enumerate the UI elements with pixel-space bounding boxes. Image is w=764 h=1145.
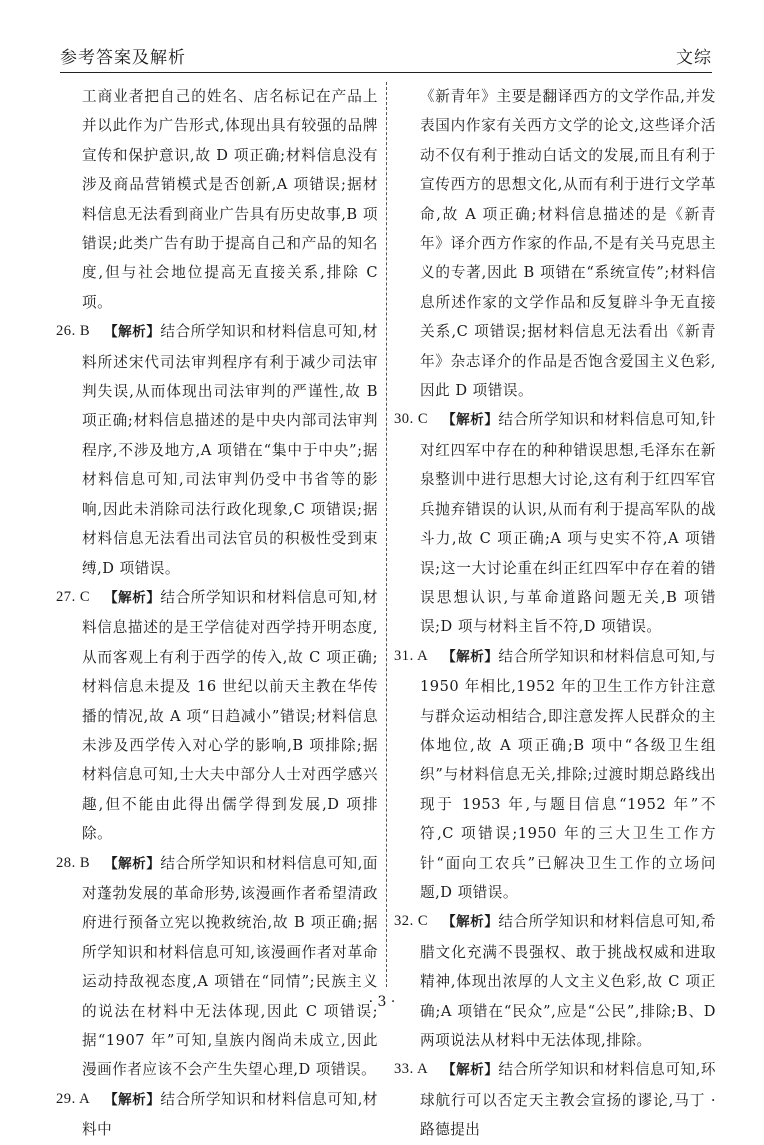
analysis-tag: 【解析】 — [442, 914, 499, 931]
answer-number: 33. A — [394, 1061, 429, 1078]
analysis-tag: 【解析】 — [442, 648, 499, 665]
analysis-tag: 【解析】 — [442, 412, 499, 429]
right-column — [394, 82, 717, 1145]
answer-33 — [394, 1055, 717, 1144]
answer-30 — [394, 405, 717, 641]
answer-number: 31. A — [394, 647, 429, 664]
answer-number: 29. A — [56, 1090, 91, 1107]
header-subject: 文综 — [676, 48, 712, 68]
column-divider — [386, 82, 387, 987]
page-number: · 3 · — [368, 994, 396, 1010]
answer-text: 结合所学知识和材料信息可知,材料中 — [82, 1090, 379, 1139]
answer-29 — [56, 1085, 379, 1145]
answer-27 — [56, 583, 379, 849]
analysis-tag: 【解析】 — [104, 589, 161, 606]
answer-text: 结合所学知识和材料信息可知,环球航行可以否定天主教会宣扬的谬论,马丁 · 路德提出 — [420, 1061, 717, 1139]
answer-text: 结合所学知识和材料信息可知,与 1950 年相比,1952 年的卫生工作方针注意与群众运动相结合,即注意发挥人民群众的主体地位,故 A 项正确;B 项中“各级卫生组织”与材料信息无关,排除;过渡时期总路线出现于 1953 年,与题目信息“1952 年”不符,C 项错误;1950 年的三大卫生工作方针“面向工农兵”已解决卫生工作的立场问题,D 项错误。 — [420, 647, 717, 901]
answer-text: 结合所学知识和材料信息可知,面对蓬勃发展的革命形势,该漫画作者希望清政府进行预备立宪以挽救统治,故 B 项正确;据所学知识和材料信息可知,该漫画作者对革命运动持敌视态度,A 项错在“同情”;民族主义的说法在材料中无法体现,因此 C 项错误;据“1907 年”可知,皇族内阁尚未成立,因此漫画作者应该不会产生失望心理,D 项错误。 — [82, 854, 379, 1079]
answer-28 — [56, 849, 379, 1085]
answer-26 — [56, 317, 379, 583]
answer-text: 结合所学知识和材料信息可知,希腊文化充满不畏强权、敢于挑战权威和进取精神,体现出浓厚的人文主义色彩,故 C 项正确;A 项错在“民众”,应是“公民”,排除;B、D 两项说法从材料中无法体现,排除。 — [420, 913, 717, 1049]
analysis-tag: 【解析】 — [104, 1091, 161, 1108]
answer-number: 27. C — [56, 588, 91, 605]
answer-32 — [394, 907, 717, 1055]
analysis-tag: 【解析】 — [104, 324, 161, 341]
analysis-tag: 【解析】 — [442, 1062, 499, 1079]
continued-answer-25: 工商业者把自己的姓名、店名标记在产品上并以此作为广告形式,体现出具有较强的品牌宣传和保护意识,故 D 项正确;材料信息没有涉及商品营销模式是否创新,A 项错误;据材料信息无法看到商业广告具有历史故事,B 项错误;此类广告有助于提高自己和产品的知名度,但与社会地位提高无直接关系,排除 C 项。 — [82, 88, 378, 311]
continued-answer-29: 《新青年》主要是翻译西方的文学作品,并发表国内作家有关西方文学的论文,这些译介活动不仅有利于推动白话文的发展,而且有利于宣传西方的思想文化,从而有利于进行文学革命,故 A 项正确;材料信息描述的是《新青年》译介西方作家的作品,不是有关马克思主义的专著,因此 B 项错在“系统宣传”;材料信息所述作家的文学作品和反复辟斗争无直接关系,C 项错误;据材料信息无法看出《新青年》杂志译介的作品是否饱含爱国主义色彩,因此 D 项错误。 — [420, 88, 716, 400]
answer-number: 30. C — [394, 411, 429, 428]
answer-text: 结合所学知识和材料信息可知,材料所述宋代司法审判程序有利于减少司法审判失误,从而体现出司法审判的严谨性,故 B 项正确;材料信息描述的是中央内部司法审判程序,不涉及地方,A 项错在“集中于中央”;据材料信息可知,司法审判仍受中书省等的影响,因此未消除司法行政化现象,C 项错误;据材料信息无法看出司法官员的积极性受到束缚,D 项错误。 — [82, 323, 379, 577]
answer-number: 32. C — [394, 913, 429, 930]
analysis-tag: 【解析】 — [104, 855, 161, 872]
answer-text: 结合所学知识和材料信息可知,针对红四军中存在的种种错误思想,毛泽东在新泉整训中进行思想大讨论,这有利于红四军官兵抛弃错误的认识,从而有利于提高军队的战斗力,故 C 项正确;A 项与史实不符,A 项错误;这一大讨论重在纠正红四军中存在着的错误思想认识,与革命道路问题无关,B 项错误;D 项与材料主旨不符,D 项错误。 — [420, 411, 717, 636]
page-header — [60, 44, 712, 73]
answer-number: 28. B — [56, 854, 91, 871]
answer-text: 结合所学知识和材料信息可知,材料信息描述的是王学信徒对西学持开明态度,从而客观上有利于西学的传入,故 C 项正确;材料信息未提及 16 世纪以前天主教在华传播的情况,故 A 项“日趋减小”错误;材料信息未涉及西学传入对心学的影响,B 项排除;据材料信息可知,士大夫中部分人士对西学感兴趣,但不能由此得出儒学得到发展,D 项排除。 — [82, 588, 379, 843]
answer-31 — [394, 642, 717, 908]
answer-number: 26. B — [56, 323, 91, 340]
left-column — [56, 82, 379, 1145]
header-title: 参考答案及解析 — [60, 48, 186, 68]
